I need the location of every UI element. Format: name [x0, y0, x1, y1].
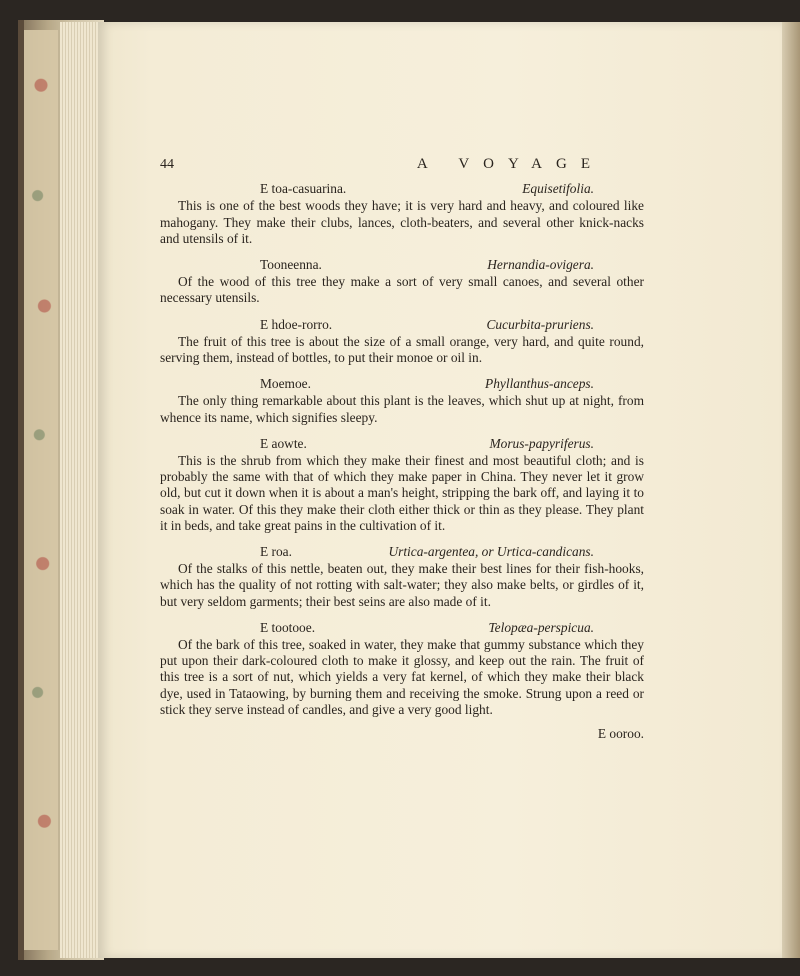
entry-names: [160, 544, 644, 560]
entry-names: [160, 436, 644, 452]
latin-name: Telopæa-perspicua.: [488, 619, 594, 635]
entry-text: Of the stalks of this nettle, beaten out, they make their best lines for their fish-hooks, which has the quality of not rotting with salt-water; they also make belts, or girdles of it, but very seldom garments; their best seins are also made of it.: [160, 561, 644, 609]
native-name: Moemoe.: [260, 376, 311, 392]
plant-entry: [160, 181, 644, 247]
running-title: A VOYAGE: [416, 156, 604, 172]
native-name: E aowte.: [260, 435, 307, 451]
latin-name: Hernandia-ovigera.: [487, 257, 594, 273]
page-header: [160, 156, 644, 173]
entry-names: [160, 620, 644, 636]
latin-name: Phyllanthus-anceps.: [485, 376, 594, 392]
marbled-endpaper: [24, 30, 58, 950]
latin-name: Morus-papyriferus.: [489, 435, 594, 451]
facing-page-edge: [782, 22, 800, 958]
entry-text: This is the shrub from which they make their finest and most beautiful cloth; and is probably the same with that of which they make paper in China. They never let it grow old, but cut it down when it is about a man's height, stripping the bark off, and laying it to soak in water. Of this they make their cloth either thick or thin as they please. They plant it in beds, and take great pains in the cultivation of it.: [160, 453, 644, 533]
latin-name: Equisetifolia.: [522, 181, 594, 197]
plant-entry: [160, 317, 644, 367]
entry-text: The fruit of this tree is about the size of a small orange, very hard, and quite round, serving them, instead of bottles, to put their monoe or oil in.: [160, 333, 644, 366]
entry-names: [160, 181, 644, 197]
page-number: 44: [160, 157, 174, 172]
native-name: E tootooe.: [260, 619, 316, 635]
native-name: E toa-casuarina.: [260, 181, 347, 197]
plant-entry: [160, 436, 644, 534]
entry-text: Of the bark of this tree, soaked in water, they make that gummy substance which they put upon their dark-coloured cloth to make it glossy, and keep out the rain. The fruit of this tree is a sort of nut, which yields a very fat kernel, of which they make their black dye, used in Tataowing, by burning them and receiving the smoke. Strung upon a reed or stick they serve instead of candles, and give a very good light.: [160, 637, 644, 717]
entry-text: Of the wood of this tree they make a sort of very small canoes, and several other necessary utensils.: [160, 274, 644, 306]
entry-names: [160, 317, 644, 333]
plant-entry: [160, 544, 644, 610]
latin-name: Urtica-argentea, or Urtica-candicans.: [388, 544, 594, 560]
page-content: [160, 156, 644, 742]
entry-text: This is one of the best woods they have; it is very hard and heavy, and coloured like mahogany. They make their clubs, lances, cloth-beaters, and several other knick-nacks and utensils of it.: [160, 198, 644, 246]
native-name: E roa.: [260, 544, 292, 560]
plant-entry: [160, 257, 644, 307]
entry-text: The only thing remarkable about this plant is the leaves, which shut up at night, from whence its name, which signifies sleepy.: [160, 393, 644, 425]
native-name: Tooneenna.: [260, 257, 322, 273]
entry-names: [160, 376, 644, 392]
entry-names: [160, 257, 644, 273]
native-name: E hdoe-rorro.: [260, 316, 333, 332]
latin-name: Cucurbita-pruriens.: [486, 316, 594, 332]
plant-entry: [160, 376, 644, 426]
page-stack-edge: [60, 22, 100, 958]
catchword: E ooroo.: [597, 726, 644, 742]
plant-entry: [160, 620, 644, 718]
